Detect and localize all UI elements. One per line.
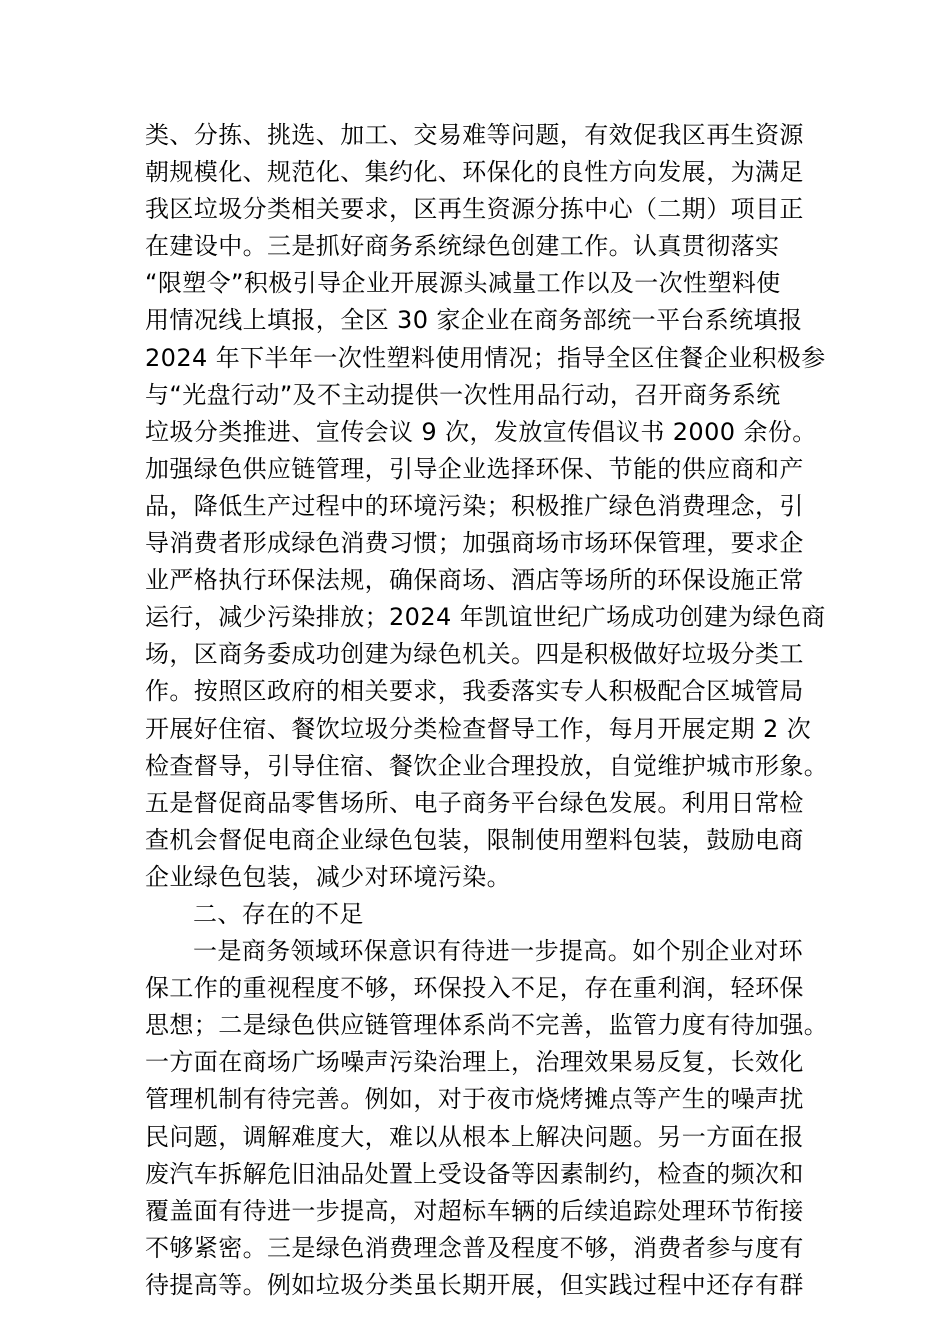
text-line: 导消费者形成绿色消费习惯；加强商场市场环保管理，要求企: [145, 529, 804, 558]
text-line: 开展好住宿、餐饮垃圾分类检查督导工作，每月开展定期 2 次: [145, 714, 812, 743]
text-line: 用情况线上填报，全区 30 家企业在商务部统一平台系统填报: [145, 306, 803, 335]
text-line: 一方面在商场广场噪声污染治理上，治理效果易反复，长效化: [145, 1048, 804, 1077]
text-line: 企业绿色包装，减少对环境污染。: [145, 862, 511, 891]
text-line: 不够紧密。三是绿色消费理念普及程度不够，消费者参与度有: [145, 1233, 804, 1262]
text-line: 思想；二是绿色供应链管理体系尚不完善，监管力度有待加强。: [145, 1011, 829, 1040]
text-line: 2024 年下半年一次性塑料使用情况；指导全区住餐企业积极参: [145, 343, 826, 372]
text-line: 加强绿色供应链管理，引导企业选择环保、节能的供应商和产: [145, 454, 804, 483]
text-line: 民问题，调解难度大，难以从根本上解决问题。另一方面在报: [145, 1122, 804, 1151]
text-line: 垃圾分类推进、宣传会议 9 次，发放宣传倡议书 2000 余份。: [145, 417, 817, 446]
text-line: 保工作的重视程度不够，环保投入不足，存在重利润，轻环保: [145, 974, 804, 1003]
text-line: 废汽车拆解危旧油品处置上受设备等因素制约，检查的频次和: [145, 1159, 804, 1188]
text-line: 五是督促商品零售场所、电子商务平台绿色发展。利用日常检: [145, 788, 804, 817]
text-line: 覆盖面有待进一步提高，对超标车辆的后续追踪处理环节衔接: [145, 1196, 804, 1225]
text-line: 业严格执行环保法规，确保商场、酒店等场所的环保设施正常: [145, 566, 804, 595]
text-line: 作。按照区政府的相关要求，我委落实专人积极配合区城管局: [145, 677, 804, 706]
text-line: 品，降低生产过程中的环境污染；积极推广绿色消费理念，引: [145, 491, 804, 520]
text-line: 与“光盘行动”及不主动提供一次性用品行动，召开商务系统: [145, 380, 781, 409]
text-line: 类、分拣、挑选、加工、交易难等问题，有效促我区再生资源: [145, 121, 804, 149]
section-heading: 二、存在的不足: [193, 899, 364, 928]
body-text: [145, 117, 829, 1304]
text-line: 待提高等。例如垃圾分类虽长期开展，但实践过程中还存有群: [145, 1270, 804, 1299]
text-line: 运行，减少污染排放；2024 年凯谊世纪广场成功创建为绿色商: [145, 603, 826, 632]
text-line: 场，区商务委成功创建为绿色机关。四是积极做好垃圾分类工: [145, 640, 804, 669]
text-line: 管理机制有待完善。例如，对于夜市烧烤摊点等产生的噪声扰: [145, 1085, 804, 1114]
text-line: 检查督导，引导住宿、餐饮企业合理投放，自觉维护城市形象。: [145, 751, 829, 780]
text-line: 在建设中。三是抓好商务系统绿色创建工作。认真贯彻落实: [145, 232, 780, 261]
text-line: “限塑令”积极引导企业开展源头减量工作以及一次性塑料使: [145, 269, 781, 298]
paragraph-first-line: 一是商务领域环保意识有待进一步提高。如个别企业对环: [193, 937, 803, 966]
text-line: 朝规模化、规范化、集约化、环保化的良性方向发展，为满足: [145, 158, 804, 187]
text-line: 查机会督促电商企业绿色包装，限制使用塑料包装，鼓励电商: [145, 825, 804, 854]
text-line: 我区垃圾分类相关要求，区再生资源分拣中心（二期）项目正: [145, 195, 804, 224]
